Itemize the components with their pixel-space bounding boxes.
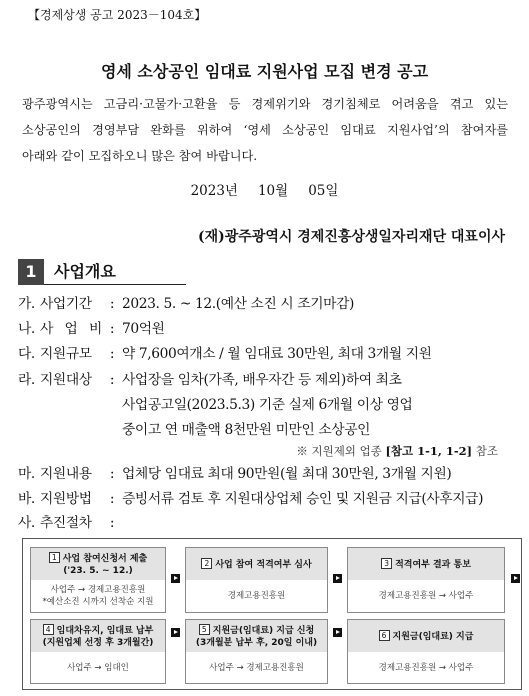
step-title-line [49, 552, 148, 565]
item-value: 업체당 임대료 최대 90만원(월 최대 30만원, 3개월 지원) [122, 466, 452, 482]
step-subtitle: (지원업체 선정 후 3개월간) [42, 637, 154, 648]
procedure-step-3 [347, 547, 505, 613]
step-title: 사업 참여 적격여부 심사 [215, 559, 312, 570]
step-number: 6 [379, 630, 390, 641]
intro-line: 소상공인의 경영부담 완화를 위하여 ‘영세 소상공인 임대료 지원사업’의 참여자를 [22, 123, 508, 137]
exclusion-note [296, 444, 498, 458]
intro-line: 광주광역시는 고금리·고물가·고환율 등 경제위기와 경기침체로 어려움을 겪고 있는 [22, 97, 508, 111]
overview-item-budget [18, 317, 165, 341]
procedure-step-5 [185, 619, 328, 684]
item-separator: : [109, 296, 115, 312]
step-body [186, 580, 327, 612]
step-title-line [199, 624, 314, 637]
note-reference: [참고 1-1, 1-2] [385, 444, 473, 458]
step-header [186, 620, 327, 652]
date-day: 05일 [308, 183, 339, 199]
step-title-line [201, 558, 311, 571]
step-detail: 사업주 → 경제고용진흥원 [50, 585, 146, 595]
item-separator: : [109, 321, 115, 337]
arrow-right-icon [171, 628, 180, 637]
step-title: 적격여부 결과 통보 [395, 559, 471, 570]
item-prefix: 마. [18, 466, 35, 482]
item-value: 70억원 [122, 321, 165, 337]
date-month: 10월 [257, 183, 289, 199]
step-body [31, 580, 165, 612]
step-title-line [381, 558, 471, 571]
item-value-continuation: 사업공고일(2023.5.3) 기준 실제 6개월 이상 영업 [122, 397, 413, 413]
step-body [348, 580, 504, 612]
item-prefix: 라. [18, 372, 35, 388]
step-header [348, 548, 504, 580]
overview-item-eligibility [18, 368, 402, 392]
date-year: 2023년 [190, 183, 238, 199]
intro-line: 아래와 같이 모집하오니 많은 참여 바랍니다. [22, 149, 258, 163]
item-label: 지원규모 [40, 346, 92, 362]
step-title: 임대차유지, 임대료 납부 [56, 625, 154, 636]
item-value-continuation: 중이고 연 매출액 8천만원 미만인 소상공인 [122, 422, 371, 438]
item-label: 지원대상 [40, 372, 92, 388]
item-label: 사업기간 [40, 296, 92, 312]
step-number: 1 [49, 552, 60, 563]
item-prefix: 가. [18, 296, 35, 312]
notice-date [0, 182, 529, 200]
item-value: 약 7,600여개소 / 월 임대료 30만원, 최대 3개월 지원 [122, 346, 432, 362]
step-number: 5 [199, 624, 210, 635]
procedure-step-1 [30, 547, 166, 613]
item-separator: : [109, 491, 115, 507]
procedure-step-2 [185, 547, 328, 613]
section-number-badge: 1 [18, 259, 44, 285]
procedure-step-6 [347, 619, 505, 684]
item-label: 사 업 비 [40, 321, 102, 337]
overview-item-method [18, 487, 483, 511]
issuer-name: (재)광주광역시 경제진흥상생일자리재단 대표이사 [198, 229, 505, 245]
step-header [186, 548, 327, 580]
step-title: 지원금(임대료) 지급 신청 [212, 625, 315, 636]
item-value: 증빙서류 검토 후 지원대상업체 승인 및 지원금 지급(사후지급) [122, 491, 484, 507]
overview-item-content [18, 462, 451, 486]
step-detail: 경제고용진흥원 → 사업주 [378, 662, 474, 673]
step-title: 지원금(임대료) 지급 [392, 631, 474, 642]
step-title-line [379, 630, 474, 643]
item-label: 추진절차 [40, 515, 92, 531]
arrow-right-icon [171, 574, 180, 583]
overview-item-procedure [18, 511, 122, 535]
step-number: 3 [381, 558, 392, 569]
step-number: 2 [201, 558, 212, 569]
note-prefix: ※ 지원제외 업종 [296, 444, 386, 458]
step-subtitle: (3개월분 납부 후, 20일 이내) [195, 637, 318, 648]
step-number: 4 [43, 624, 54, 635]
overview-item-period [18, 292, 354, 316]
step-header [31, 548, 165, 580]
item-separator: : [109, 346, 115, 362]
step-body [348, 652, 504, 683]
step-header [31, 620, 165, 652]
arrow-right-icon [511, 574, 520, 583]
item-separator: : [109, 515, 115, 531]
note-suffix: 참조 [472, 444, 498, 458]
step-detail: 경제고용진흥원 [227, 591, 286, 601]
item-label: 지원내용 [40, 466, 92, 482]
section-underline [44, 284, 186, 285]
step-subtitle: ('23. 5. ~ 12.) [63, 565, 133, 576]
section-title: 사업개요 [54, 262, 116, 281]
item-prefix: 다. [18, 346, 35, 362]
step-header [348, 620, 504, 652]
step-body [186, 652, 327, 683]
step-detail: *예산소진 시까지 선착순 지원 [42, 597, 154, 607]
item-label: 지원방법 [40, 491, 92, 507]
document-title: 영세 소상공인 임대료 지원사업 모집 변경 공고 [100, 62, 429, 81]
step-body [31, 652, 165, 683]
item-prefix: 나. [18, 321, 35, 337]
step-detail: 사업주 → 경제고용진흥원 [209, 662, 304, 673]
item-value: 2023. 5. ~ 12.(예산 소진 시 조기마감) [122, 296, 354, 312]
item-value: 사업장을 임차(가족, 배우자간 등 제외)하여 최초 [122, 372, 402, 388]
overview-item-scale [18, 342, 432, 366]
procedure-step-4 [30, 619, 166, 684]
step-detail: 사업주 → 임대인 [67, 662, 129, 673]
item-prefix: 바. [18, 491, 35, 507]
step-title: 사업 참여신청서 제출 [62, 553, 148, 564]
item-prefix: 사. [18, 515, 35, 531]
notice-number: 【경제상생 공고 2023－104호】 [28, 8, 207, 22]
item-separator: : [109, 466, 115, 482]
arrow-right-icon [333, 574, 342, 583]
step-title-line [43, 624, 154, 637]
step-detail: 경제고용진흥원 → 사업주 [378, 591, 474, 601]
arrow-right-icon [333, 628, 342, 637]
item-separator: : [109, 372, 115, 388]
